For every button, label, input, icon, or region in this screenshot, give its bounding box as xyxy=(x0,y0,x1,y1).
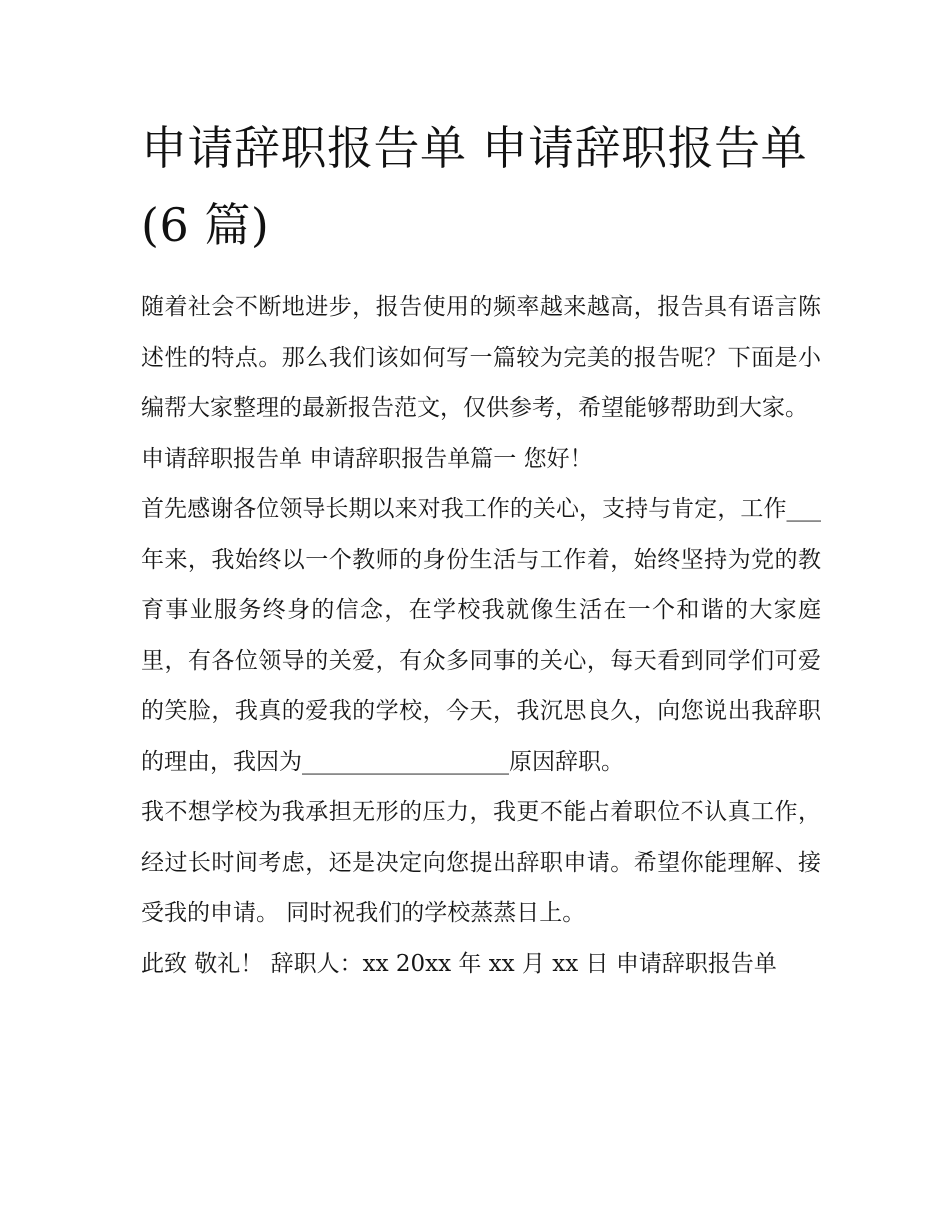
letter-body-paragraph: 首先感谢各位领导长期以来对我工作的关心，支持与肯定，工作___年来，我始终以一个教师的身份生活与工作着，始终坚持为党的教育事业服务终身的信念，在学校我就像生活在一个和谐的大家庭里，有各位领导的关爱，有众多同事的关心，每天看到同学们可爱的笑脸，我真的爱我的学校，今天，我沉思良久，向您说出我辞职的理由，我因为__________________原因辞职。 xyxy=(141,496,821,775)
section-heading-paragraph: 申请辞职报告单 申请辞职报告单篇一 您好！ xyxy=(141,445,593,472)
document-body xyxy=(141,282,821,989)
page-title: 申请辞职报告单 申请辞职报告单(6 篇) xyxy=(141,121,808,252)
letter-request-paragraph: 我不想学校为我承担无形的压力，我更不能占着职位不认真工作，经过长时间考虑，还是决定向您提出辞职申请。希望你能理解、接受我的申请。 同时祝我们的学校蒸蒸日上。 xyxy=(141,799,821,926)
intro-paragraph: 随着社会不断地进步，报告使用的频率越来越高，报告具有语言陈述性的特点。那么我们该如何写一篇较为完美的报告呢？下面是小编帮大家整理的最新报告范文，仅供参考，希望能够帮助到大家。 xyxy=(141,294,821,421)
closing-signature-paragraph: 此致 敬礼！ 辞职人：xx 20xx 年 xx 月 xx 日 申请辞职报告单 xyxy=(141,950,777,977)
